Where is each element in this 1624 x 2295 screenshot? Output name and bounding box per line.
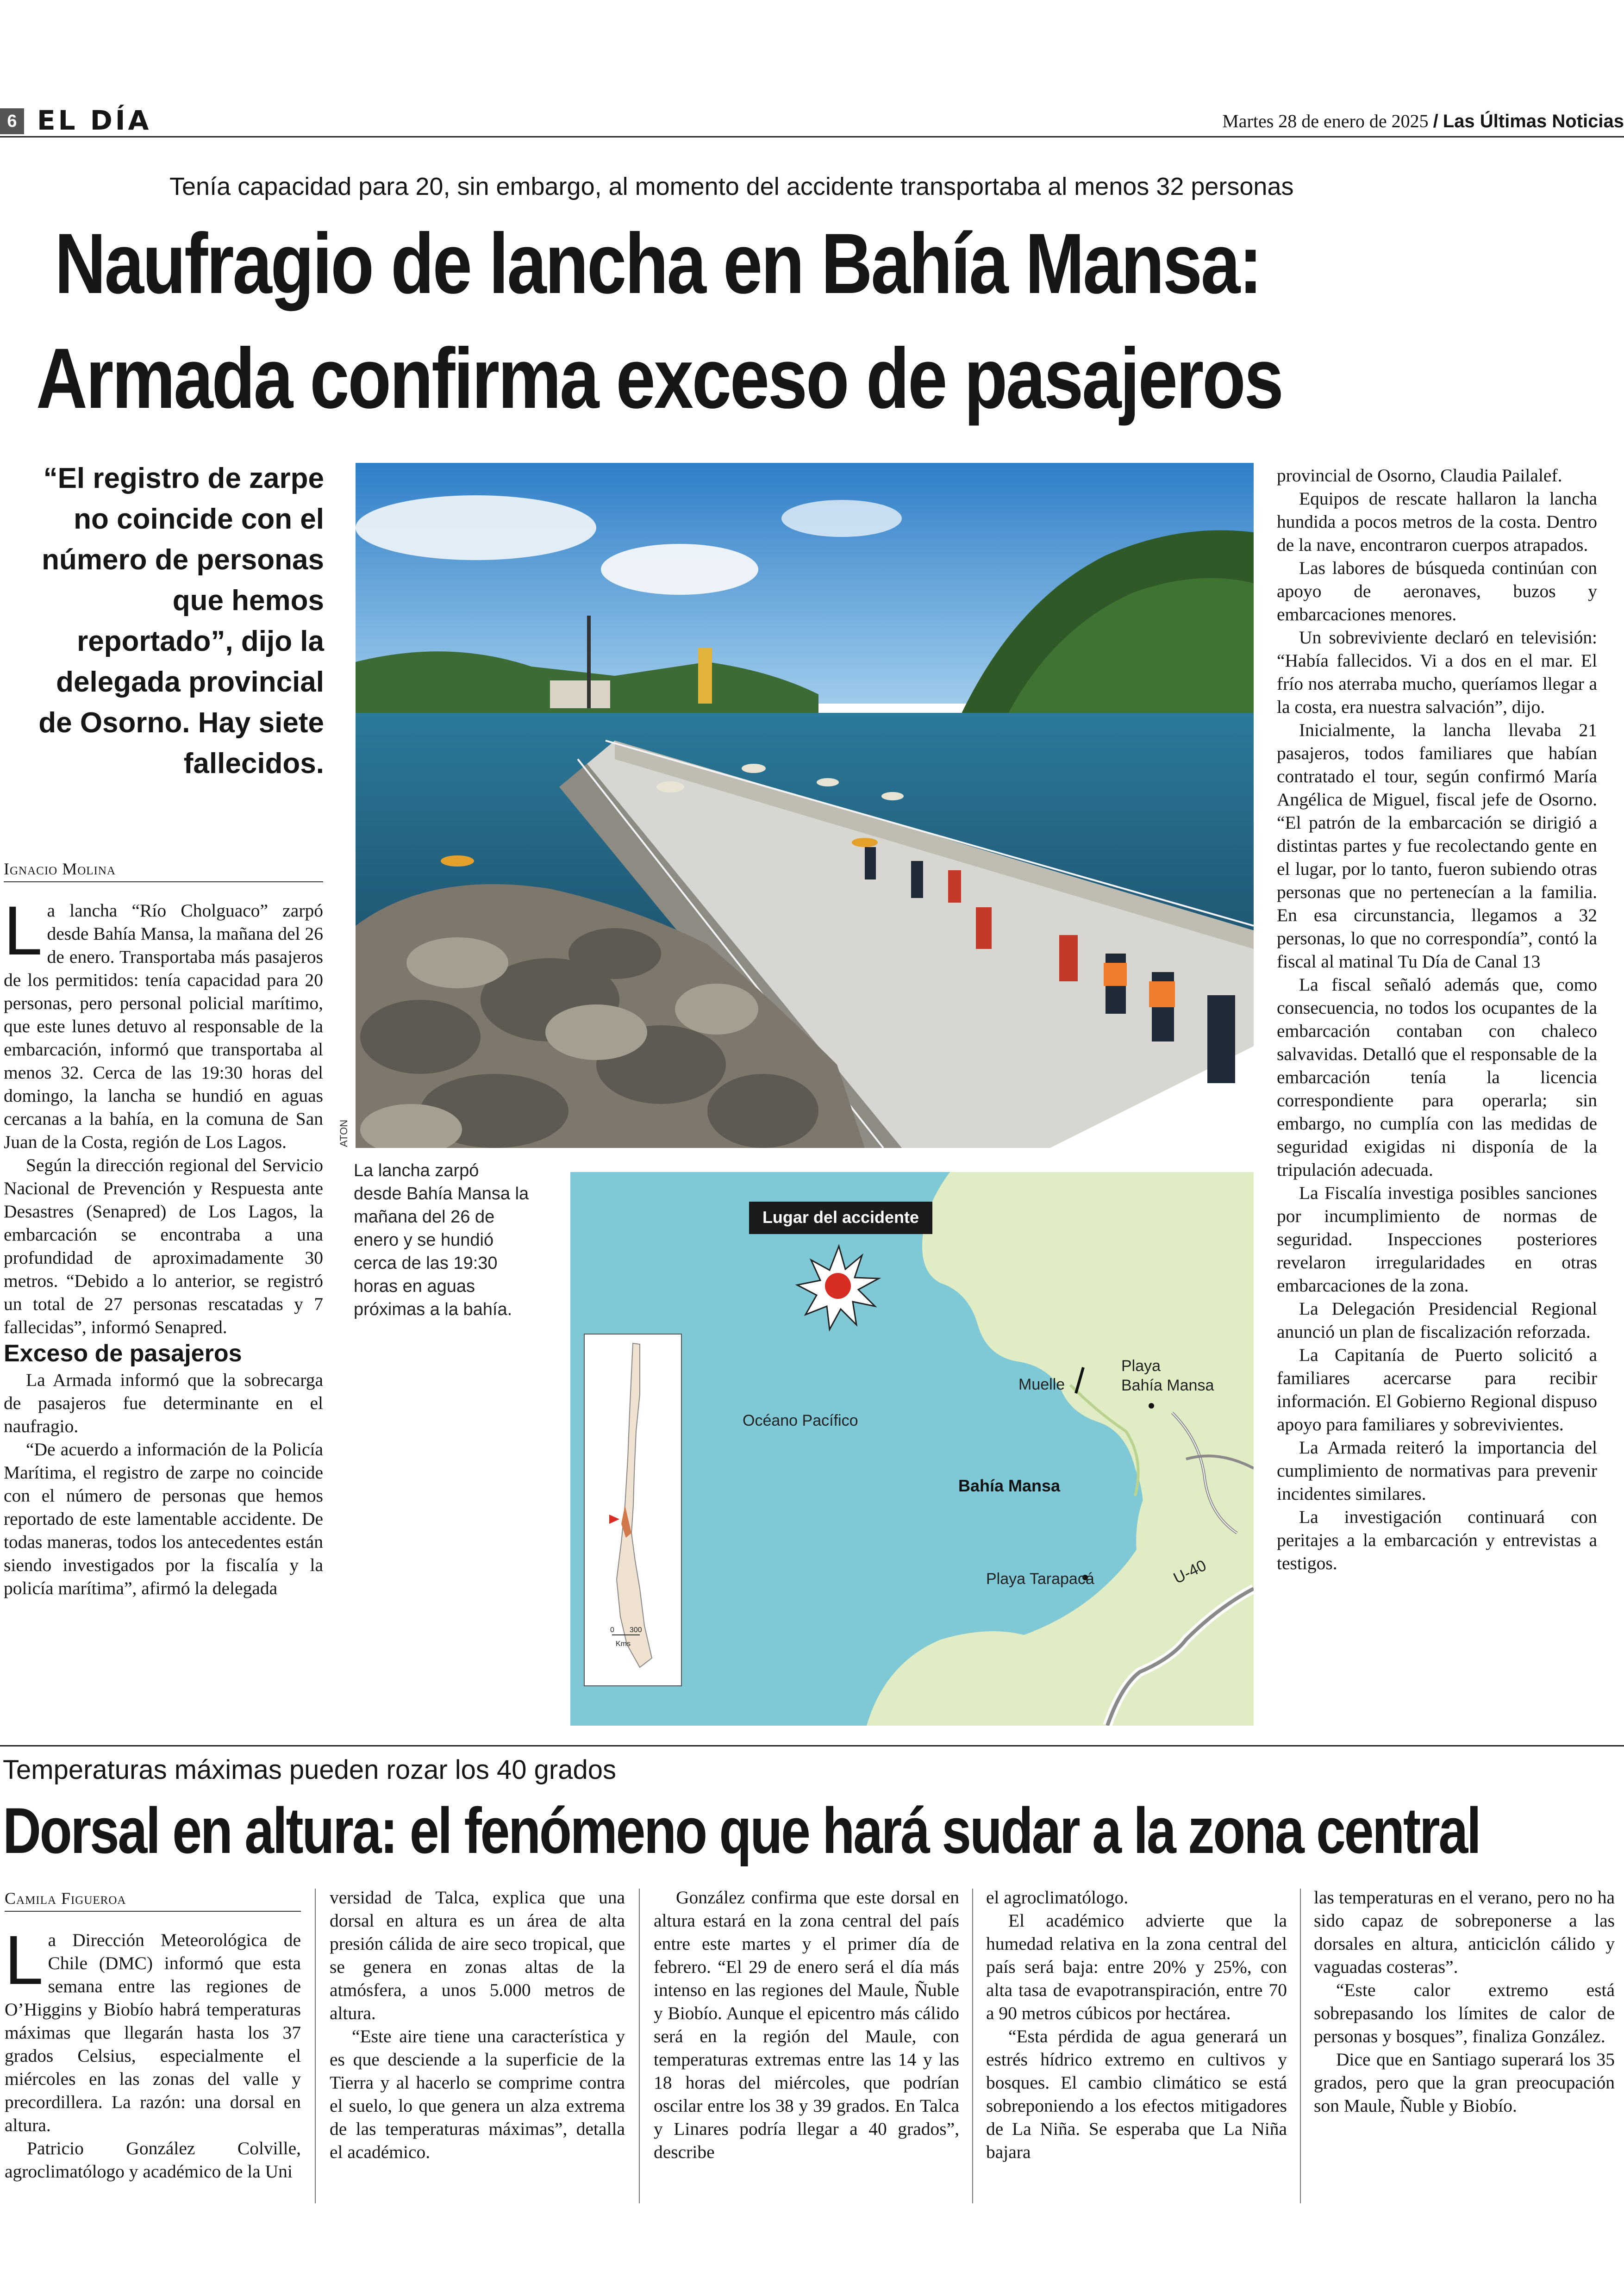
map-label-muelle: Muelle — [1018, 1376, 1065, 1393]
column-rule — [639, 1889, 640, 2203]
byline: Ignacio Molina — [4, 859, 323, 882]
column-rule — [315, 1889, 316, 2203]
newspaper-name: Las Últimas Noticias — [1443, 111, 1624, 131]
story2-column-4 — [986, 1886, 1287, 2164]
drop-cap: L — [4, 892, 43, 969]
pull-quote: “El registro de zarpe no coincide con el número de personas que hemos reportado”, dijo la delegada provincial de Osorno. Hay siete fallecidos. — [38, 462, 324, 780]
map-label-playa-tarapaca: Playa Tarapacá — [986, 1570, 1094, 1588]
story2-paragraph: Dice que en Santiago superará los 35 grados, pero que la gran preocupación son Maule, Ñuble y Biobío. — [1314, 2049, 1615, 2116]
accident-label: Lugar del accidente — [762, 1208, 919, 1227]
story1-paragraph: La Armada informó que la sobrecarga de pasajeros fue determinante en el naufragio. — [4, 1370, 323, 1436]
photo-caption: La lancha zarpó desde Bahía Mansa la mañana del 26 de enero y se hundió cerca de las 19:30 horas en aguas próximas a la bahía. — [354, 1161, 529, 1319]
map-label-playa: Playa — [1121, 1357, 1161, 1375]
story1-headline-line1: Naufragio de lancha en Bahía Mansa: — [55, 216, 1261, 312]
story1-paragraph: provincial de Osorno, Claudia Pailalef. — [1277, 465, 1562, 486]
story2-paragraph: versidad de Talca, explica que una dorsal en altura es un área de alta presión cálida de aire seco tropical, que se genera en zonas altas de la atmósfera, a unos 5.000 metros de altura. — [330, 1887, 625, 2023]
story2-headline: Dorsal en altura: el fenómeno que hará sudar a la zona central — [3, 1794, 1480, 1867]
story1-headline-line2: Armada confirma exceso de pasajeros — [36, 331, 1282, 426]
scale-300: 300 — [630, 1626, 642, 1634]
accident-marker — [825, 1273, 851, 1299]
story1-paragraph: Las labores de búsqueda continúan con apoyo de aeronaves, buzos y embarcaciones menores. — [1277, 558, 1597, 624]
story2-lead-paragraph: La Dirección Meteorológica de Chile (DMC) informó que esta semana entre las regiones de O’Higgins y Biobío habrá temperaturas máximas que llegarán hasta los 37 grados Celsius, especialmente el miércoles en las zonas del valle y precordillera. La razón: una dorsal en altura. — [5, 1921, 301, 2135]
story2-paragraph: el agroclimatólogo. — [986, 1887, 1129, 1908]
story1-kicker: Tenía capacidad para 20, sin embargo, al momento del accidente transportaba al menos 32 personas — [169, 173, 1294, 200]
masthead-rule — [0, 136, 1624, 137]
story1-paragraph: “De acuerdo a información de la Policía Marítima, el registro de zarpe no coincide con el número de personas que hemos reportado de este lamentable accidente. De todas maneras, todos los antecedentes están siendo investigados por la fiscalía y la policía marítima”, afirmó la delegada — [4, 1439, 323, 1598]
section-title: EL DÍA — [37, 105, 152, 136]
scale-unit: Kms — [616, 1640, 631, 1648]
pier-photo-illustration — [356, 463, 1254, 1148]
story1-paragraph: Inicialmente, la lancha llevaba 21 pasajeros, todos familiares que habían contratado el tour, según confirmó María Angélica de Miguel, fiscal jefe de Osorno. “El patrón de la embarcación se dirigió a distintas partes y fue recolectando gente en el lugar, por lo tanto, fueron subiendo otras personas que no pertenecían a la familia. En esa circunstancia, llegamos a 32 personas, lo que no correspondía”, contó la fiscal al matinal Tu Día de Canal 13 — [1277, 720, 1597, 972]
scale-zero: 0 — [610, 1626, 614, 1634]
issue-date: Martes 28 de enero de 2025 — [1222, 111, 1429, 131]
story2-column-5 — [1314, 1886, 1615, 2117]
photo-credit: ATON — [338, 1119, 350, 1147]
story1-paragraph: Un sobreviviente declaró en televisión: “Había fallecidos. Vi a dos en el mar. El frío nos aterraba mucho, queríamos llegar a la costa, era nuestra salvación”, dijo. — [1277, 627, 1597, 717]
playa-bahia-dot — [1149, 1403, 1154, 1409]
dateline — [1222, 110, 1624, 132]
story2-paragraph: Patricio González Colville, agroclimatólogo y académico de la Uni — [5, 2138, 301, 2182]
story1-paragraph: La Delegación Presidencial Regional anunció un plan de fiscalización reforzada. — [1277, 1298, 1597, 1342]
story2-kicker: Temperaturas máximas pueden rozar los 40 grados — [3, 1755, 616, 1785]
story1-subhead: Exceso de pasajeros — [4, 1340, 242, 1367]
news-photo — [356, 463, 1254, 1148]
story2-paragraph: “Este aire tiene una característica y es que desciende a la superficie de la Tierra y al hacerlo se comprime contra el suelo, lo que genera un alza extrema de las temperaturas máximas”, detalla el académico. — [330, 2026, 625, 2162]
masthead — [0, 106, 1624, 138]
column-rule — [1300, 1889, 1301, 2203]
story2-column-1 — [5, 1921, 301, 2183]
story2-paragraph: González confirma que este dorsal en altura estará en la zona central del país entre este martes y el primer día de febrero. “El 29 de enero será el día más intenso en las regiones del Maule, Ñuble y Biobío. Aunque el epicentro más cálido será en la región del Maule, con temperaturas extremas entre las 14 y las 18 horas del miércoles, que podrían oscilar entre los 38 y 39 grados. En Talca y Linares podría llegar a 40 grados”, describe — [654, 1887, 959, 2162]
story2-paragraph: “Este calor extremo está sobrepasando los límites de calor de personas y bosques”, finaliza González. — [1314, 1980, 1615, 2046]
dateline-separator: / — [1433, 111, 1438, 131]
story2-column-3 — [654, 1886, 959, 2164]
story1-paragraph: La investigación continuará con peritajes a la embarcación y entrevistas a testigos. — [1277, 1507, 1597, 1573]
map-label-bahia-mansa: Bahía Mansa — [958, 1476, 1061, 1495]
chile-inset-map — [584, 1334, 681, 1686]
bahia-mansa-map — [570, 1172, 1254, 1726]
drop-cap: L — [5, 1921, 44, 1999]
page-number: 6 — [0, 108, 24, 134]
map-label-ocean: Océano Pacífico — [743, 1412, 858, 1429]
story2-paragraph: las temperaturas en el verano, pero no ha sido capaz de sobreponerse a las dorsales en altura, anticiclón cálido y vaguadas costeras”. — [1314, 1887, 1615, 1977]
story1-right-column — [1277, 464, 1597, 1575]
section-divider — [0, 1745, 1624, 1746]
story1-left-column — [4, 892, 323, 1600]
location-map — [570, 1172, 1254, 1726]
story2-paragraph: El académico advierte que la humedad relativa en la zona central del país será baja: entre 20% y 25%, con alta tasa de evapotranspiración, entre 70 a 90 metros cúbicos por hectárea. — [986, 1910, 1287, 2023]
map-label-playa-bahia-mansa: Bahía Mansa — [1121, 1377, 1214, 1394]
story1-paragraph: La fiscal señaló además que, como consecuencia, no todos los ocupantes de la embarcación contaban con chaleco salvavidas. Detalló que el responsable de la embarcación tenía la licencia correspondiente para operarla; sin embargo, no cumplía con las medidas de seguridad exigidas ni disponía de la tripulación adecuada. — [1277, 974, 1597, 1180]
story1-paragraph: La Armada reiteró la importancia del cumplimiento de normativas para prevenir incidentes similares. — [1277, 1437, 1597, 1504]
story2-column-2 — [330, 1886, 625, 2164]
story2-paragraph: “Esta pérdida de agua generará un estrés hídrico extremo en cultivos y bosques. El cambio climático se está sobreponiendo a los efectos mitigadores de La Niña. Se esperaba que La Niña bajara — [986, 2026, 1287, 2162]
story1-paragraph: La Fiscalía investiga posibles sanciones por incumplimiento de normas de seguridad. Inspecciones posteriores revelaron irregularidades en otras embarcaciones de la zona. — [1277, 1183, 1597, 1296]
story2-byline: Camila Figueroa — [5, 1889, 301, 1912]
story1-paragraph: Equipos de rescate hallaron la lancha hundida a pocos metros de la costa. Dentro de la nave, encontraron cuerpos atrapados. — [1277, 488, 1597, 555]
map-label-u40: U-40 — [1170, 1556, 1209, 1588]
column-rule — [972, 1889, 973, 2203]
story1-paragraph: Según la dirección regional del Servicio Nacional de Prevención y Respuesta ante Desastres (Senapred) de Los Lagos, la embarcación se encontraba a una profundidad de aproximadamente 30 metros. “Debido a lo anterior, se registró un total de 27 personas rescatadas y 7 fallecidas”, informó Senapred. — [4, 1155, 323, 1337]
story1-paragraph: La Capitanía de Puerto solicitó a familiares acercarse para recibir información. El Gobierno Regional dispuso apoyo para familiares y sobrevivientes. — [1277, 1345, 1597, 1434]
story1-lead-paragraph: La lancha “Río Cholguaco” zarpó desde Bahía Mansa, la mañana del 26 de enero. Transportaba más pasajeros de los permitidos: tenía capacidad para 20 personas, pero personal policial marítimo, que este lunes detuvo al responsable de la embarcación, informó que transportaba al menos 32. Cerca de las 19:30 horas del domingo, la lancha se hundió en aguas cercanas a la bahía, en la comuna de San Juan de la Costa, región de Los Lagos. — [4, 892, 323, 1152]
